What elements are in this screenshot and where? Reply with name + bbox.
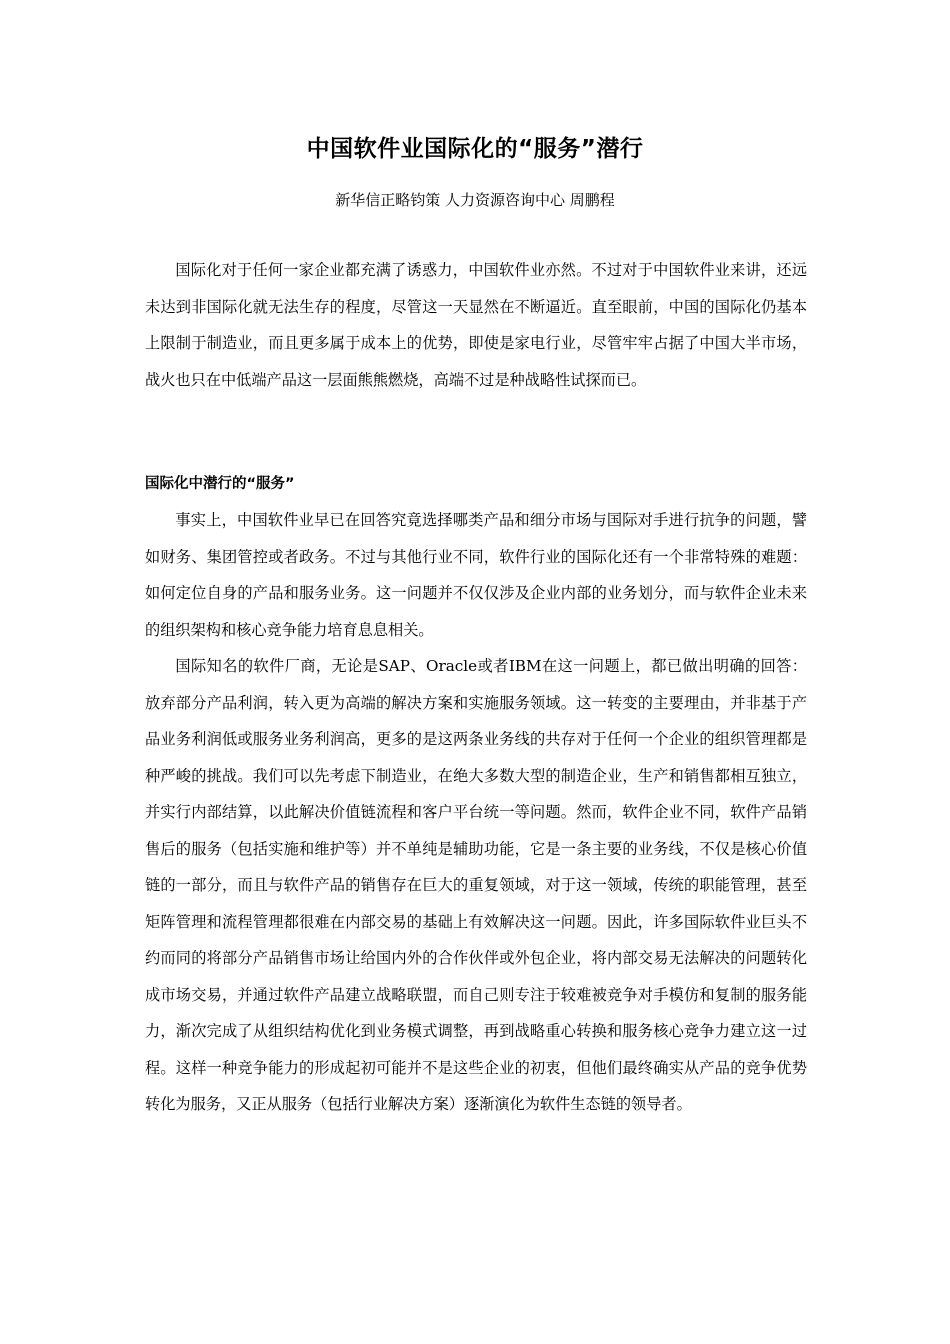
section-paragraph-1: 事实上，中国软件业早已在回答究竟选择哪类产品和细分市场与国际对手进行抗争的问题，譬如财务、集团管控或者政务。不过与其他行业不同，软件行业的国际化还有一个非常特殊的难题：如何定位自身的产品和服务业务。这一问题并不仅仅涉及企业内部的业务划分，而与软件企业未来的组织架构和核心竞争能力培育息息相关。 <box>145 511 807 639</box>
intro-paragraph: 国际化对于任何一家企业都充满了诱惑力，中国软件业亦然。不过对于中国软件业来讲，还远未达到非国际化就无法生存的程度，尽管这一天显然在不断逼近。直至眼前，中国的国际化仍基本上限制于制造业，而且更多属于成本上的优势，即使是家电行业，尽管牢牢占据了中国大半市场，战火也只在中低端产品这一层面熊熊燃烧，高端不过是种战略性试探而已。 <box>145 261 807 389</box>
section-heading: 国际化中潜行的“服务” <box>145 476 295 492</box>
document-title: 中国软件业国际化的“服务”潜行 <box>306 136 644 162</box>
intro-block <box>145 252 807 398</box>
author-line: 新华信正略钧策 人力资源咨询中心 周鹏程 <box>335 191 615 209</box>
section-body <box>145 502 807 1123</box>
section-paragraph-2: 国际知名的软件厂商，无论是SAP、Oracle或者IBM在这一问题上，都已做出明确的回答：放弃部分产品利润，转入更为高端的解决方案和实施服务领域。这一转变的主要理由，并非基于产品业务利润低或服务业务利润高，更多的是这两条业务线的共存对于任何一个企业的组织管理都是种严峻的挑战。我们可以先考虑下制造业，在绝大多数大型的制造企业，生产和销售都相互独立，并实行内部结算，以此解决价值链流程和客户平台统一等问题。然而，软件企业不同，软件产品销售后的服务（包括实施和维护等）并不单纯是辅助功能，它是一条主要的业务线，不仅是核心价值链的一部分，而且与软件产品的销售存在巨大的重复领域，对于这一领域，传统的职能管理，甚至矩阵管理和流程管理都很难在内部交易的基础上有效解决这一问题。因此，许多国际软件业巨头不约而同的将部分产品销售市场让给国内外的合作伙伴或外包企业，将内部交易无法解决的问题转化成市场交易，并通过软件产品建立战略联盟，而自己则专注于较难被竞争对手模仿和复制的服务能力，渐次完成了从组织结构优化到业务模式调整，再到战略重心转换和服务核心竞争力建立这一过程。这样一种竞争能力的形成起初可能并不是这些企业的初衷，但他们最终确实从产品的竞争优势转化为服务，又正从服务（包括行业解决方案）逐渐演化为软件生态链的领导者。 <box>145 657 807 1113</box>
